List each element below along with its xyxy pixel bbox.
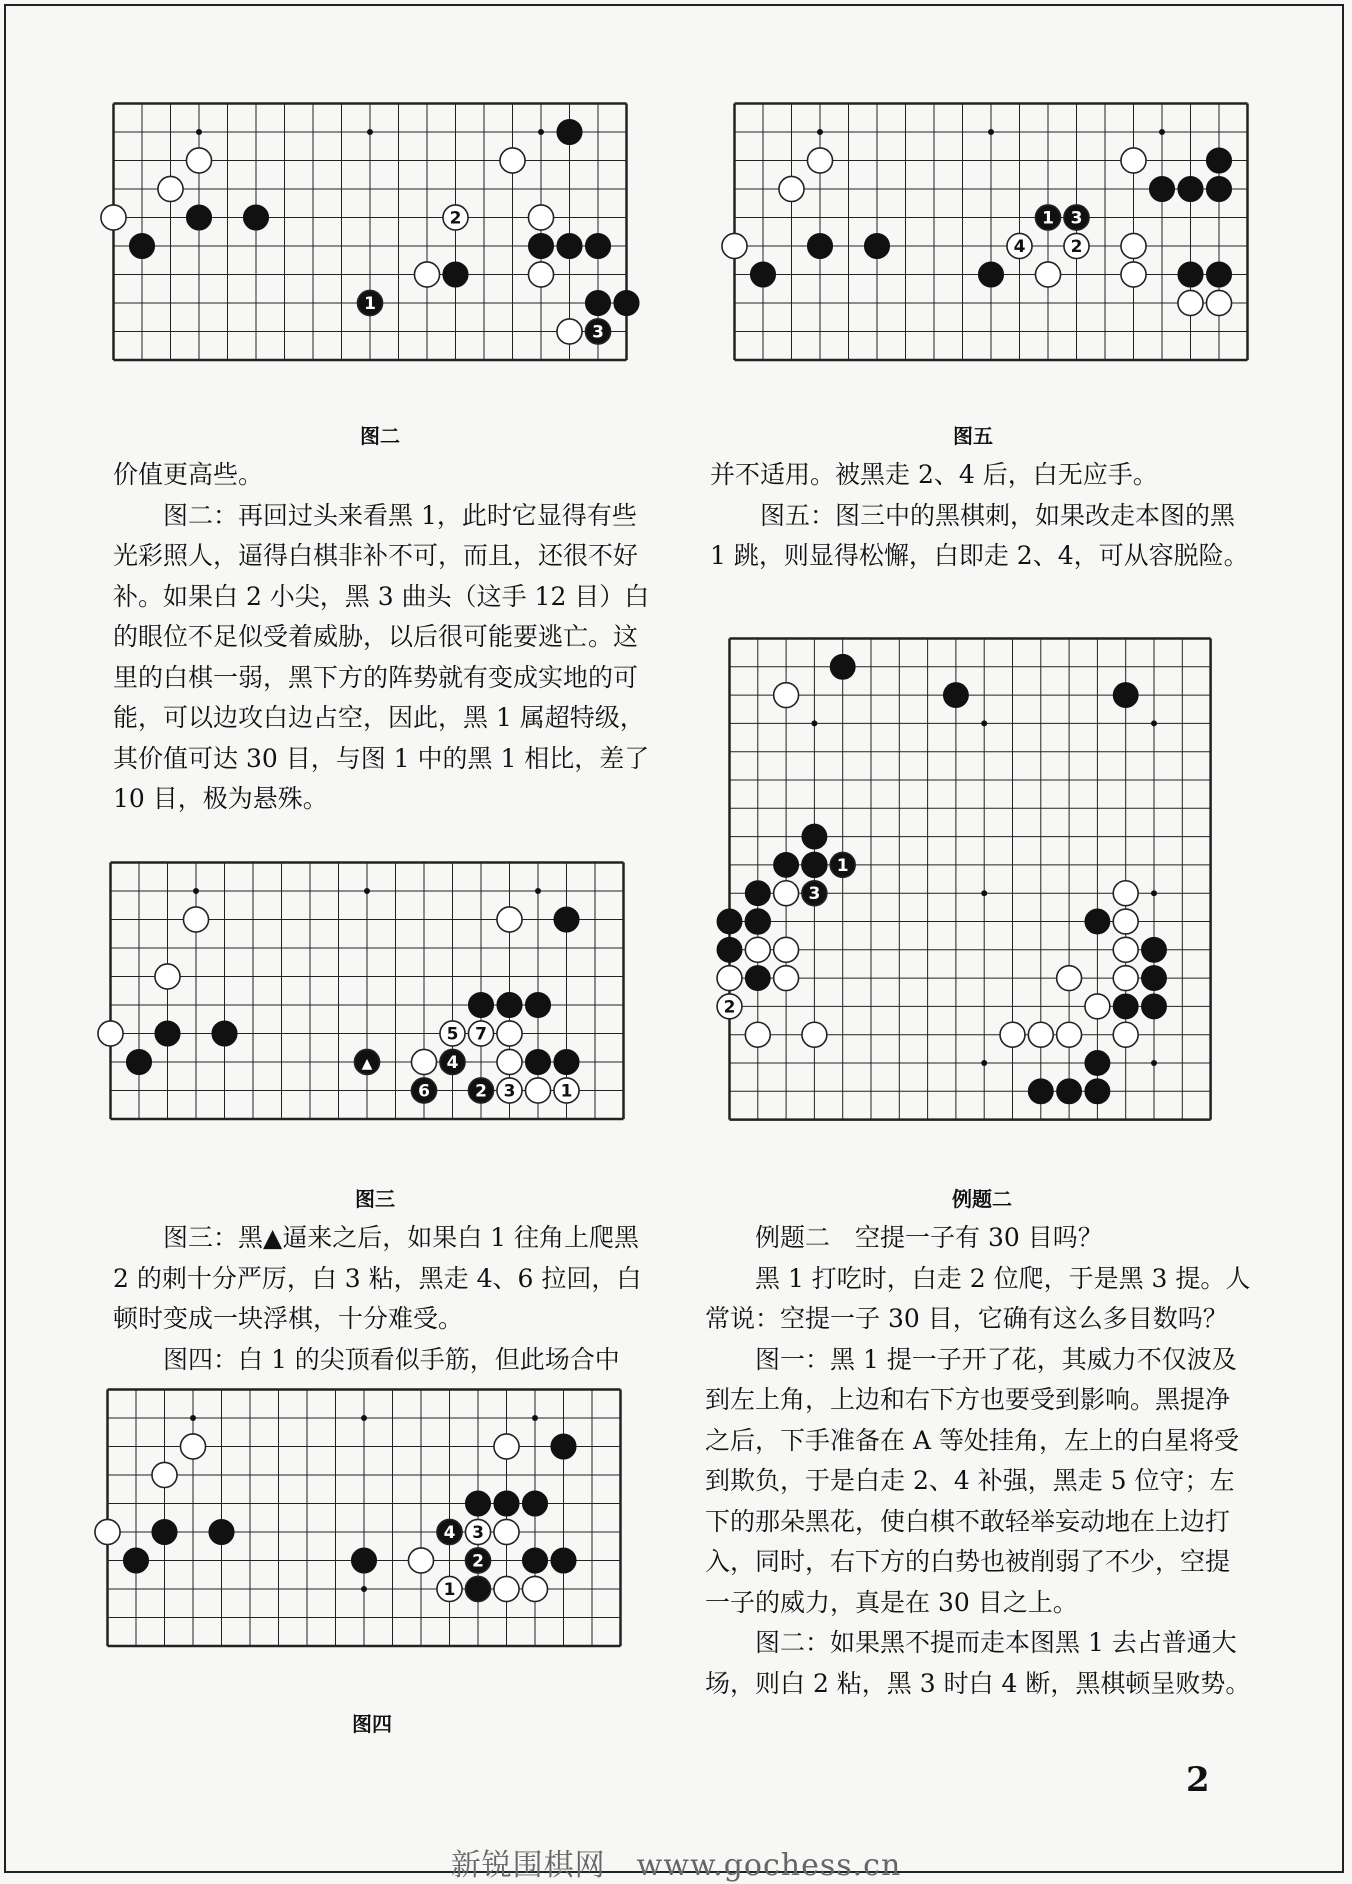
board-grid [114, 104, 627, 361]
white-stone [557, 319, 582, 344]
star-point [817, 129, 823, 135]
white-stone [1113, 966, 1138, 991]
white-stone [722, 233, 747, 258]
white-stone [497, 1049, 522, 1074]
white-stone [408, 1548, 433, 1573]
white-stone [1121, 262, 1146, 287]
star-point [1151, 890, 1157, 896]
black-stone [774, 852, 799, 877]
black-stone [123, 1548, 148, 1573]
black-stone [551, 1434, 576, 1459]
star-point [981, 720, 987, 726]
star-point [367, 129, 373, 135]
white-stone [745, 937, 770, 962]
star-point [981, 890, 987, 896]
black-stone [497, 992, 522, 1017]
star-point [988, 129, 994, 135]
board-grid [108, 1390, 621, 1647]
white-stone [1113, 937, 1138, 962]
black-stone-numbered [465, 1576, 490, 1601]
white-stone [779, 176, 804, 201]
white-stone [494, 1519, 519, 1544]
stone-move-number: 1 [560, 1081, 573, 1102]
paragraph: 并不适用。被黑走 2、4 后，白无应手。 [710, 460, 1158, 489]
go-board-fig3 [109, 861, 629, 1131]
caption-fig4: 图四 [352, 1712, 392, 1736]
star-point [190, 1415, 196, 1421]
stone-move-number: 4 [446, 1053, 459, 1073]
left-text-1 [113, 455, 661, 820]
white-stone [180, 1434, 205, 1459]
black-stone [554, 1049, 579, 1074]
black-stone [864, 233, 889, 258]
stone-move-number: 1 [1042, 208, 1054, 229]
black-stone [551, 1548, 576, 1573]
white-stone [1121, 148, 1146, 173]
black-stone [717, 937, 742, 962]
paragraph: 图五：图三中的黑棋刺，如果改走本图的黑 1 跳，则显得松懈，白即走 2、4，可从容脱险。 [710, 500, 1249, 570]
black-stone [212, 1021, 237, 1046]
white-stone [494, 1434, 519, 1459]
paragraph: 图一：黑 1 提一子开了花，其威力不仅波及到左上角，上边和右下方也要受到影响。黑提净之后，下手准备在 A 等处挂角，左上的白星将受到欺负，于是白走 2、4 补强，黑走 5 位守；左下的那朵黑花，使白棋不敢轻举妄动地在上边打入，同时，右下方的白势也被削弱了不少，空提一子的威力，真是在 30 目之上。 [705, 1344, 1239, 1617]
go-board-fig2 [112, 102, 632, 372]
star-point [193, 888, 199, 894]
black-stone [1206, 148, 1231, 173]
white-stone [414, 262, 439, 287]
stone-move-number: 5 [446, 1024, 459, 1045]
white-stone [98, 1021, 123, 1046]
white-stone [745, 1022, 770, 1047]
white-stone [500, 148, 525, 173]
paragraph: 价值更高些。 [113, 460, 264, 489]
stone-move-number: 3 [472, 1523, 484, 1543]
star-point [361, 1586, 367, 1592]
black-stone [614, 290, 639, 315]
white-stone [101, 205, 126, 230]
white-stone-numbered [525, 1078, 550, 1103]
right-text-1 [710, 455, 1258, 577]
stone-move-number: 3 [1070, 208, 1083, 229]
black-stone [209, 1519, 234, 1544]
stone-move-number: 2 [723, 997, 736, 1018]
black-stone [351, 1548, 376, 1573]
paragraph: 图二：再回过头来看黑 1，此时它显得有些光彩照人，逼得白棋非补不可，而且，还很不好补。如果白 2 小尖，黑 3 曲头（这手 12 目）白的眼位不足似受着威胁，以后很可能要逃亡。这里的白棋一弱，黑下方的阵势就有变成实地的可能，可以边攻白边占空，因此，黑 1 属超特级，其价值可达 30 目，与图 1 中的黑 1 相比，差了 10 目，极为悬殊。 [113, 500, 650, 813]
star-point [535, 888, 541, 894]
black-stone [494, 1491, 519, 1516]
white-stone [774, 683, 799, 708]
stone-move-number: ▲ [361, 1056, 373, 1072]
black-stone [522, 1548, 547, 1573]
black-stone [554, 907, 579, 932]
stone-move-number: 4 [1013, 237, 1026, 257]
white-stone [183, 907, 208, 932]
white-stone [1178, 290, 1203, 315]
black-stone [1142, 937, 1167, 962]
white-stone [807, 148, 832, 173]
black-stone [155, 1021, 180, 1046]
black-stone [1085, 909, 1110, 934]
white-stone [717, 966, 742, 991]
black-stone [978, 262, 1003, 287]
black-stone [557, 119, 582, 144]
star-point [364, 888, 370, 894]
black-stone [745, 881, 770, 906]
black-stone [443, 262, 468, 287]
black-stone [525, 992, 550, 1017]
black-stone [152, 1519, 177, 1544]
white-stone [1057, 966, 1082, 991]
black-stone [1206, 262, 1231, 287]
white-stone [774, 966, 799, 991]
black-stone [468, 992, 493, 1017]
right-text-2 [705, 1218, 1253, 1704]
stone-move-number: 2 [472, 1551, 484, 1572]
left-text-2 [113, 1218, 661, 1380]
star-point [361, 1415, 367, 1421]
white-stone [497, 1021, 522, 1046]
black-stone [243, 205, 268, 230]
stone-move-number: 3 [503, 1081, 516, 1102]
black-stone [802, 852, 827, 877]
black-stone [528, 233, 553, 258]
caption-fig5: 图五 [953, 424, 993, 448]
white-stone [152, 1462, 177, 1487]
black-stone [465, 1491, 490, 1516]
white-stone [528, 262, 553, 287]
stone-move-number: 3 [808, 884, 821, 905]
go-board-example-2 [723, 637, 1248, 1151]
white-stone [1113, 881, 1138, 906]
stone-move-number: 2 [449, 208, 462, 229]
stone-move-number: 2 [475, 1081, 487, 1102]
black-stone [717, 909, 742, 934]
star-point [811, 720, 817, 726]
black-stone [745, 909, 770, 934]
paragraph: 图三：黑▲逼来之后，如果白 1 往角上爬黑 2 的刺十分严厉，白 3 粘，黑走 4、6 拉回，白顿时变成一块浮棋，十分难受。 [113, 1223, 642, 1333]
board-grid [735, 104, 1248, 361]
caption-example-2: 例题二 [952, 1187, 1012, 1211]
star-point [1159, 129, 1165, 135]
go-board-fig4 [106, 1388, 626, 1658]
white-stone [155, 964, 180, 989]
stone-move-number: 3 [592, 322, 604, 343]
white-stone [802, 1022, 827, 1047]
black-stone [557, 233, 582, 258]
black-stone [1085, 1079, 1110, 1104]
board-grid [730, 639, 1211, 1120]
black-stone [1113, 683, 1138, 708]
black-stone [802, 824, 827, 849]
white-stone [411, 1049, 436, 1074]
white-stone [1113, 909, 1138, 934]
black-stone [126, 1049, 151, 1074]
stone-move-number: 2 [1070, 237, 1083, 257]
caption-fig3: 图三 [355, 1187, 395, 1211]
black-stone [585, 233, 610, 258]
white-stone [95, 1519, 120, 1544]
white-stone [494, 1576, 519, 1601]
black-stone [1142, 994, 1167, 1019]
stone-move-number: 4 [443, 1523, 456, 1543]
white-stone [1121, 233, 1146, 258]
star-point [1151, 720, 1157, 726]
white-stone [1000, 1022, 1025, 1047]
white-stone [186, 148, 211, 173]
white-stone [158, 176, 183, 201]
white-stone [528, 205, 553, 230]
white-stone [1028, 1022, 1053, 1047]
black-stone [1206, 176, 1231, 201]
stone-move-number: 1 [836, 855, 849, 876]
black-stone [129, 233, 154, 258]
go-board-fig5 [733, 102, 1253, 372]
white-stone [1113, 1022, 1138, 1047]
stone-move-number: 7 [475, 1024, 487, 1045]
black-stone [1178, 176, 1203, 201]
black-stone [745, 966, 770, 991]
paragraph: 图四：白 1 的尖顶看似手筋，但此场合中 [163, 1344, 620, 1374]
black-stone [1113, 994, 1138, 1019]
white-stone [1057, 1022, 1082, 1047]
paragraph: 例题二 空提一子有 30 目吗？ [755, 1223, 1103, 1252]
stone-move-number: 1 [443, 1580, 456, 1600]
star-point [532, 1415, 538, 1421]
white-stone [774, 937, 799, 962]
black-stone [1085, 1051, 1110, 1076]
white-stone [1085, 994, 1110, 1019]
footer-watermark: 新锐围棋网 www.gochess.cn [450, 1848, 902, 1883]
page-number: 2 [1186, 1760, 1210, 1800]
white-stone [497, 907, 522, 932]
black-stone [943, 683, 968, 708]
white-stone [1035, 262, 1060, 287]
black-stone [1057, 1079, 1082, 1104]
black-stone [525, 1049, 550, 1074]
black-stone [186, 205, 211, 230]
star-point [538, 129, 544, 135]
white-stone [1206, 290, 1231, 315]
star-point [1151, 1060, 1157, 1066]
black-stone [1142, 966, 1167, 991]
caption-fig2: 图二 [360, 424, 400, 448]
white-stone [774, 881, 799, 906]
paragraph: 图二：如果黑不提而走本图黑 1 去占普通大场，则白 2 粘，黑 3 时白 4 断，黑棋顿呈败势。 [705, 1628, 1251, 1698]
paragraph: 黑 1 打吃时，白走 2 位爬，于是黑 3 提。人常说：空提一子 30 目，它确有这么多目数吗？ [705, 1263, 1251, 1333]
black-stone [585, 290, 610, 315]
stone-move-number: 6 [418, 1081, 430, 1102]
black-stone [1028, 1079, 1053, 1104]
black-stone [1149, 176, 1174, 201]
black-stone [830, 654, 855, 679]
black-stone [522, 1491, 547, 1516]
stone-move-number: 1 [364, 294, 376, 314]
black-stone [807, 233, 832, 258]
star-point [981, 1060, 987, 1066]
black-stone [750, 262, 775, 287]
star-point [196, 129, 202, 135]
white-stone [522, 1576, 547, 1601]
black-stone [1178, 262, 1203, 287]
